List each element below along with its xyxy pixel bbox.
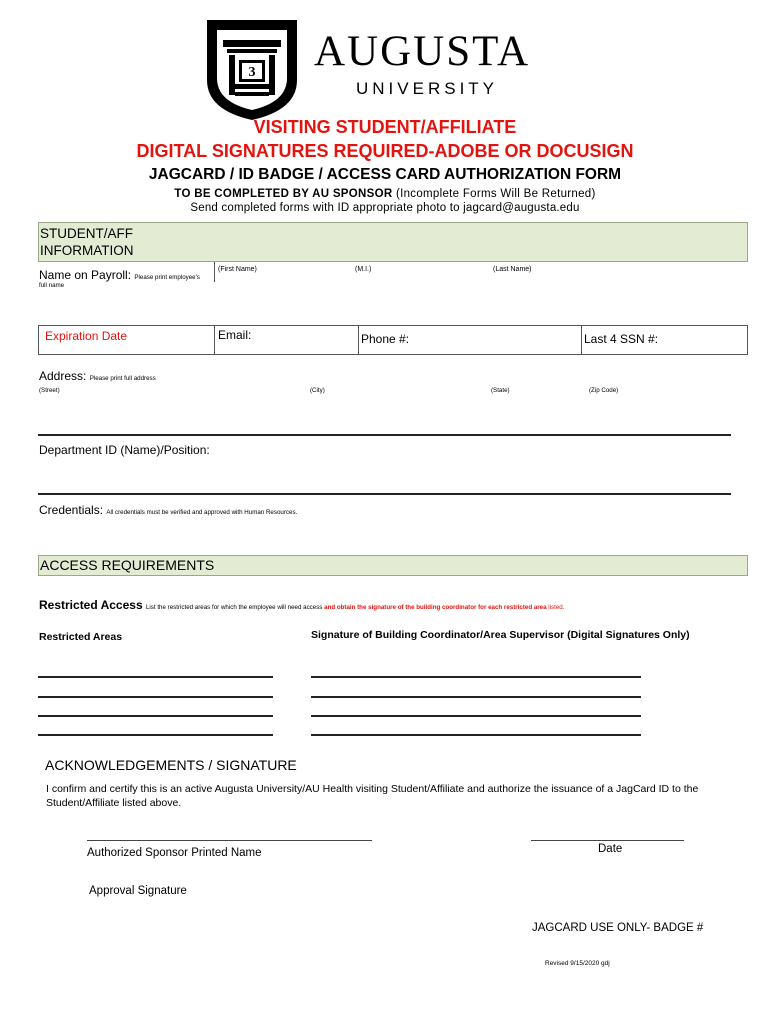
- area-line-2[interactable]: [38, 696, 273, 698]
- access-section-title: ACCESS REQUIREMENTS: [40, 557, 215, 573]
- address-label: [39, 369, 156, 383]
- form-title: JAGCARD / ID BADGE / ACCESS CARD AUTHORIZATION FORM: [148, 166, 622, 183]
- email-field[interactable]: Email:: [218, 328, 252, 342]
- restricted-label: Restricted Access: [39, 598, 143, 612]
- divider: [214, 325, 215, 355]
- department-line: [38, 493, 731, 495]
- ack-statement-line2: Student/Affiliate listed above.: [46, 797, 182, 809]
- signature-header: Signature of Building Coordinator/Area Supervisor (Digital Signatures Only): [311, 629, 690, 641]
- state-field[interactable]: (State): [491, 387, 510, 394]
- university-name: AUGUSTA: [314, 28, 531, 75]
- date-line[interactable]: [531, 840, 684, 841]
- mi-field[interactable]: (M.I.): [355, 266, 372, 273]
- approval-signature-label[interactable]: Approval Signature: [89, 885, 187, 897]
- restricted-hint-red-bold: and obtain the signature of the building coordinator for each restricted area: [322, 604, 547, 611]
- ssn-field[interactable]: Last 4 SSN #:: [584, 332, 659, 346]
- svg-text:3: 3: [248, 65, 256, 80]
- street-field[interactable]: (Street): [39, 387, 60, 394]
- ack-statement-line1: I confirm and certify this is an active Augusta University/AU Health visiting Student/Affiliate and authorize the issuance of a JagCard ID to the: [46, 783, 699, 795]
- area-line-3[interactable]: [38, 715, 273, 717]
- instruction-rest: (Incomplete Forms Will Be Returned): [392, 188, 596, 200]
- title-line1: VISITING STUDENT/AFFILIATE: [253, 117, 517, 137]
- credentials-label-text: Credentials:: [39, 503, 104, 517]
- title-line2: DIGITAL SIGNATURES REQUIRED-ADOBE OR DOCUSIGN: [136, 141, 634, 161]
- heading-line1: STUDENT/AFF: [40, 226, 133, 241]
- first-name-field[interactable]: (First Name): [218, 266, 257, 273]
- address-line: [38, 434, 731, 436]
- instruction-line1: [0, 188, 770, 200]
- name-label: Name on Payroll:: [39, 268, 132, 282]
- expiration-date-field[interactable]: Expiration Date: [45, 329, 128, 343]
- address-label-text: Address:: [39, 369, 87, 383]
- student-section-header: [38, 222, 748, 262]
- sponsor-name-line[interactable]: [87, 840, 372, 841]
- divider: [358, 325, 359, 355]
- ack-heading: ACKNOWLEDGEMENTS / SIGNATURE: [45, 757, 297, 773]
- zip-field[interactable]: (Zip Code): [589, 387, 619, 394]
- revised-note: Revised 9/15/2020 gdj: [545, 960, 610, 967]
- area-line-1[interactable]: [38, 676, 273, 678]
- divider: [214, 262, 215, 282]
- credentials-label[interactable]: [39, 503, 297, 517]
- signature-line-2[interactable]: [311, 696, 641, 698]
- restricted-hint-red: listed.: [546, 604, 565, 611]
- restricted-hint: List the restricted areas for which the employee will need access: [145, 604, 323, 611]
- divider: [581, 325, 582, 355]
- credentials-hint: All credentials must be verified and approved with Human Resources.: [106, 509, 298, 516]
- restricted-access-row: [39, 598, 564, 612]
- phone-field[interactable]: Phone #:: [361, 332, 410, 346]
- signature-line-3[interactable]: [311, 715, 641, 717]
- instruction-line2: Send completed forms with ID appropriate photo to jagcard@augusta.edu: [190, 202, 580, 214]
- signature-line-1[interactable]: [311, 676, 641, 678]
- student-section-title: [40, 225, 134, 259]
- augusta-shield-logo: [205, 18, 299, 122]
- last-name-field[interactable]: (Last Name): [493, 266, 532, 273]
- access-section-header: [38, 555, 748, 576]
- university-sub: UNIVERSITY: [356, 79, 499, 98]
- name-hint-b: full name: [39, 282, 65, 289]
- heading-line2: INFORMATION: [40, 243, 134, 258]
- area-line-4[interactable]: [38, 734, 273, 736]
- name-hint: Please print employee's: [134, 274, 200, 281]
- jagcard-badge-label: JAGCARD USE ONLY- BADGE #: [532, 922, 704, 934]
- city-field[interactable]: (City): [310, 387, 325, 394]
- signature-line-4[interactable]: [311, 734, 641, 736]
- sponsor-name-label: Authorized Sponsor Printed Name: [87, 847, 262, 859]
- restricted-areas-header: Restricted Areas: [39, 631, 123, 643]
- instruction-bold: TO BE COMPLETED BY AU SPONSOR: [174, 188, 393, 200]
- date-label: Date: [598, 843, 623, 855]
- name-on-payroll-label: [39, 268, 200, 282]
- department-field[interactable]: Department ID (Name)/Position:: [39, 443, 210, 457]
- address-hint: Please print full address: [89, 375, 156, 382]
